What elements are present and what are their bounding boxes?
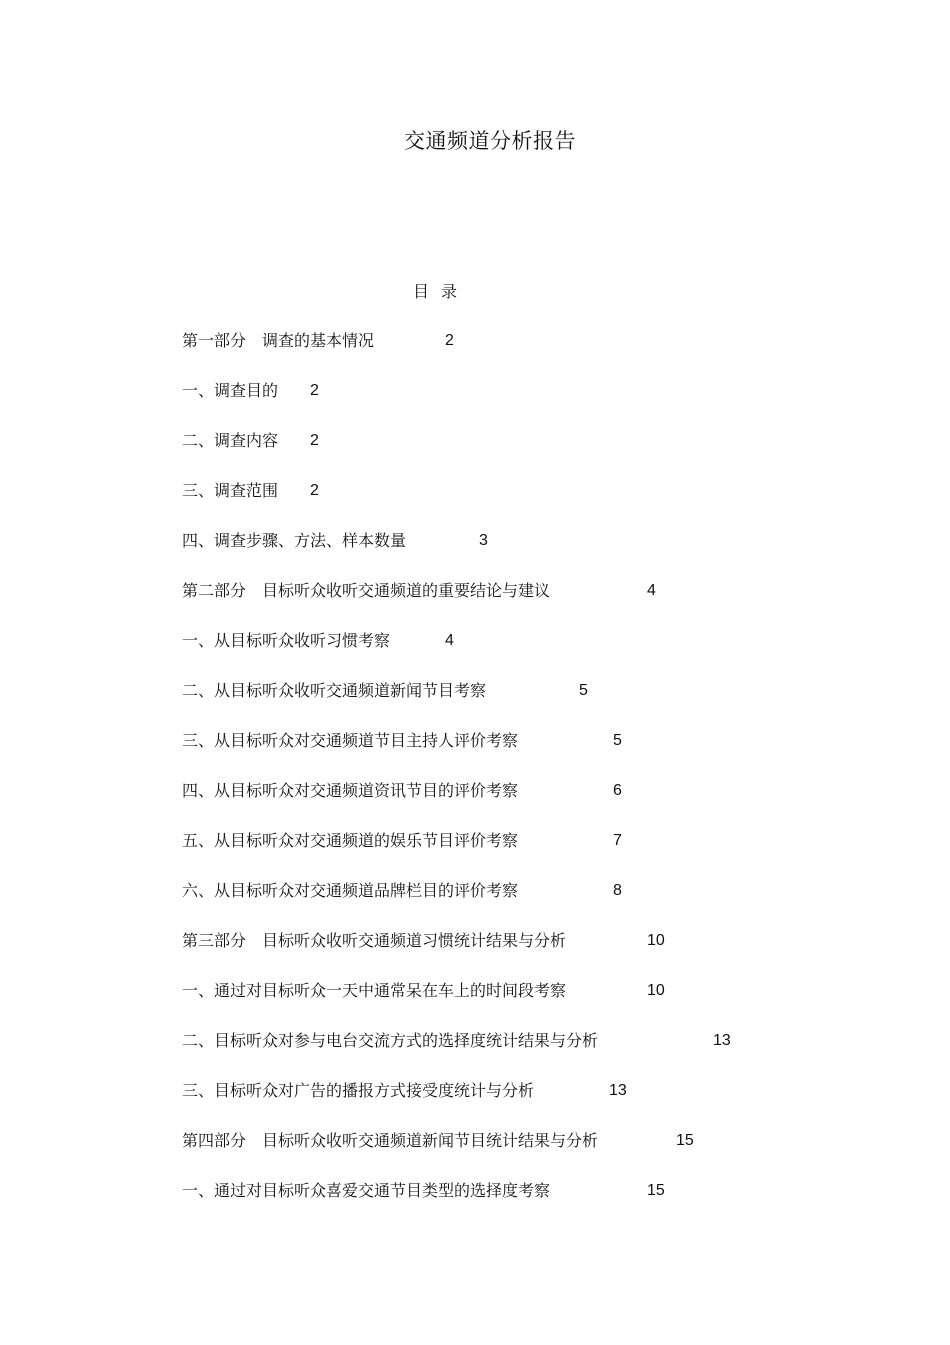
toc-heading (413, 280, 457, 304)
toc-entry-page: 10 (647, 932, 665, 949)
toc-entry-page: 8 (613, 882, 622, 899)
toc-entry-page: 2 (310, 432, 319, 449)
toc-entry-label: 三、目标听众对广告的播报方式接受度统计与分析 (182, 1081, 535, 1100)
toc-entry-label: 第二部分 目标听众收听交通频道的重要结论与建议 (182, 581, 551, 600)
toc-entry-label: 一、通过对目标听众喜爱交通节目类型的选择度考察 (182, 1181, 551, 1200)
toc-entry-label: 第三部分 目标听众收听交通频道习惯统计结果与分析 (182, 931, 567, 950)
toc-entry-label: 第一部分 调查的基本情况 (182, 331, 375, 350)
toc-entry-label: 二、目标听众对参与电台交流方式的选择度统计结果与分析 (182, 1031, 599, 1050)
toc-entry-page: 13 (609, 1082, 627, 1099)
toc-entry-page: 15 (676, 1132, 694, 1149)
toc-entry-page: 4 (445, 632, 454, 649)
toc-entry-label: 四、调查步骤、方法、样本数量 (182, 531, 407, 550)
toc-entry-page: 2 (310, 382, 319, 399)
toc-entry-page: 6 (613, 782, 622, 799)
toc-entry-page: 4 (647, 582, 656, 599)
toc-entry-label: 六、从目标听众对交通频道品牌栏目的评价考察 (182, 881, 519, 900)
toc-entry-page: 7 (613, 832, 622, 849)
toc-heading-char-1: 目 (413, 282, 430, 301)
toc-entry-page: 2 (310, 482, 319, 499)
toc-entry-label: 二、调查内容 (182, 431, 279, 450)
document-title: 交通频道分析报告 (404, 129, 576, 153)
toc-entry-label: 一、通过对目标听众一天中通常呆在车上的时间段考察 (182, 981, 567, 1000)
toc-entry-page: 5 (579, 682, 588, 699)
toc-entry-label: 三、从目标听众对交通频道节目主持人评价考察 (182, 731, 519, 750)
toc-entry-page: 3 (479, 532, 488, 549)
toc-entry-page: 13 (713, 1032, 731, 1049)
toc-entry-label: 四、从目标听众对交通频道资讯节目的评价考察 (182, 781, 519, 800)
toc-entry-page: 15 (647, 1182, 665, 1199)
toc-entry-label: 三、调查范围 (182, 481, 279, 500)
toc-entry-label: 五、从目标听众对交通频道的娱乐节目评价考察 (182, 831, 519, 850)
toc-entry-label: 二、从目标听众收听交通频道新闻节目考察 (182, 681, 487, 700)
toc-entry-page: 10 (647, 982, 665, 999)
toc-entry-label: 一、从目标听众收听习惯考察 (182, 631, 391, 650)
toc-entry-label: 一、调查目的 (182, 381, 279, 400)
toc-entry-page: 2 (445, 332, 454, 349)
toc-entry-label: 第四部分 目标听众收听交通频道新闻节目统计结果与分析 (182, 1131, 599, 1150)
toc-entry-page: 5 (613, 732, 622, 749)
toc-heading-char-2: 录 (441, 282, 458, 301)
